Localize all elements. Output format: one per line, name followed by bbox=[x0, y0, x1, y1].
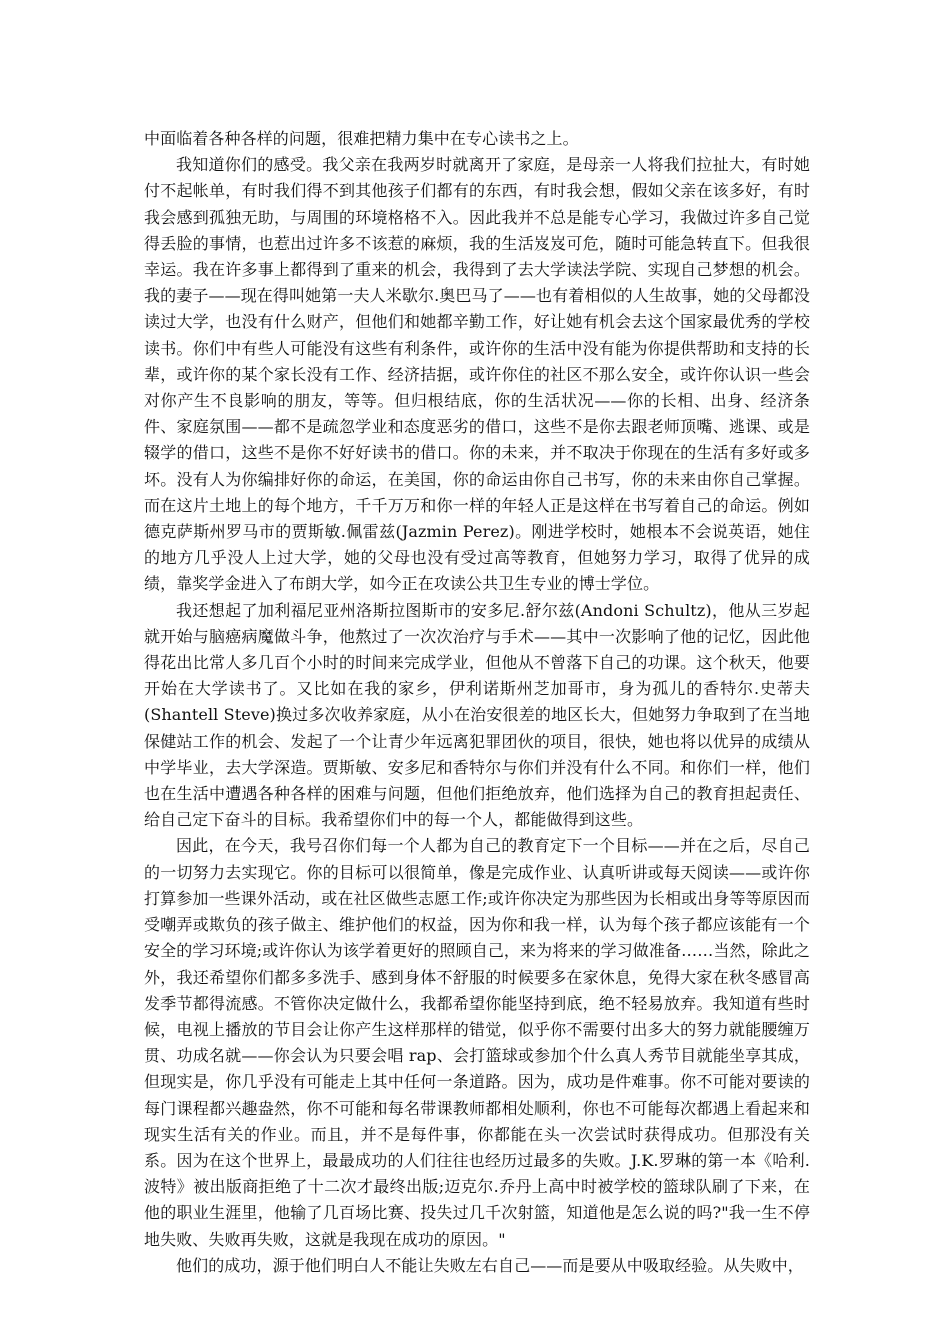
paragraph: 我知道你们的感受。我父亲在我两岁时就离开了家庭，是母亲一人将我们拉扯大，有时她付不起帐单，有时我们得不到其他孩子们都有的东西，有时我会想，假如父亲在该多好，有时我会感到孤独无助，与周围的环境格格不入。因此我并不总是能专心学习，我做过许多自己觉得丢脸的事情，也惹出过许多不该惹的麻烦，我的生活岌岌可危，随时可能急转直下。但我很幸运。我在许多事上都得到了重来的机会，我得到了去大学读法学院、实现自己梦想的机会。我的妻子——现在得叫她第一夫人米歇尔.奥巴马了——也有着相似的人生故事，她的父母都没读过大学，也没有什么财产，但他们和她都辛勤工作，好让她有机会去这个国家最优秀的学校读书。你们中有些人可能没有这些有利条件，或许你的生活中没有能为你提供帮助和支持的长辈，或许你的某个家长没有工作、经济拮据，或许你住的社区不那么安全，或许你认识一些会对你产生不良影响的朋友，等等。但归根结底，你的生活状况——你的长相、出身、经济条件、家庭氛围——都不是疏忽学业和态度恶劣的借口，这些不是你去跟老师顶嘴、逃课、或是辍学的借口，这些不是你不好好读书的借口。你的未来，并不取决于你现在的生活有多好或多坏。没有人为你编排好你的命运，在美国，你的命运由你自己书写，你的未来由你自己掌握。而在这片土地上的每个地方，千千万万和你一样的年轻人正是这样在书写着自己的命运。例如德克萨斯州罗马市的贾斯敏.佩雷兹(Jazmin Perez)。刚进学校时，她根本不会说英语，她住的地方几乎没人上过大学，她的父母也没有受过高等教育，但她努力学习，取得了优异的成绩，靠奖学金进入了布朗大学，如今正在攻读公共卫生专业的博士学位。 bbox=[144, 155, 810, 594]
paragraph: 我还想起了加利福尼亚州洛斯拉图斯市的安多尼.舒尔兹(Andoni Schultz)，他从三岁起就开始与脑癌病魔做斗争，他熬过了一次次治疗与手术——其中一次影响了他的记忆，因此他得花出比常人多几百个小时的时间来完成学业，但他从不曾落下自己的功课。这个秋天，他要开始在大学读书了。又比如在我的家乡，伊利诺斯州芝加哥市，身为孤儿的香特尔.史蒂夫(Shantell Steve)换过多次收养家庭，从小在治安很差的地区长大，但她努力争取到了在当地保健站工作的机会、发起了一个让青少年远离犯罪团伙的项目，很快，她也将以优异的成绩从中学毕业，去大学深造。贾斯敏、安多尼和香特尔与你们并没有什么不同。和你们一样，他们也在生活中遭遇各种各样的困难与问题，但他们拒绝放弃，他们选择为自己的教育担起责任、给自己定下奋斗的目标。我希望你们中的每一个人，都能做得到这些。 bbox=[144, 600, 810, 830]
paragraph: 因此，在今天，我号召你们每一个人都为自己的教育定下一个目标——并在之后，尽自己的一切努力去实现它。你的目标可以很简单，像是完成作业、认真听讲或每天阅读——或许你打算参加一些课外活动，或在社区做些志愿工作;或许你决定为那些因为长相或出身等等原因而受嘲弄或欺负的孩子做主、维护他们的权益，因为你和我一样，认为每个孩子都应该能有一个安全的学习环境;或许你认为该学着更好的照顾自己，来为将来的学习做准备……当然，除此之外，我还希望你们都多多洗手、感到身体不舒服的时候要多在家休息，免得大家在秋冬感冒高发季节都得流感。不管你决定做什么，我都希望你能坚持到底，绝不轻易放弃。我知道有些时候，电视上播放的节目会让你产生这样那样的错觉，似乎你不需要付出多大的努力就能腰缠万贯、功成名就——你会认为只要会唱 rap、会打篮球或参加个什么真人秀节目就能坐享其成，但现实是，你几乎没有可能走上其中任何一条道路。因为，成功是件难事。你不可能对要读的每门课程都兴趣盎然，你不可能和每名带课教师都相处顺利，你也不可能每次都遇上看起来和现实生活有关的作业。而且，并不是每件事，你都能在头一次尝试时获得成功。但那没有关系。因为在这个世界上，最最成功的人们往往也经历过最多的失败。J.K.罗琳的第一本《哈利.波特》被出版商拒绝了十二次才最终出版;迈克尔.乔丹上高中时被学校的篮球队刷了下来，在他的职业生涯里，他输了几百场比赛、投失过几千次射篮，知道他是怎么说的吗?"我一生不停地失败、失败再失败，这就是我现在成功的原因。" bbox=[144, 836, 810, 1249]
document-body bbox=[144, 126, 810, 1279]
paragraph-continuation: 中面临着各种各样的问题，很难把精力集中在专心读书之上。 bbox=[144, 129, 579, 148]
paragraph: 他们的成功，源于他们明白人不能让失败左右自己——而是要从中吸取经验。从失败中， bbox=[176, 1255, 804, 1275]
